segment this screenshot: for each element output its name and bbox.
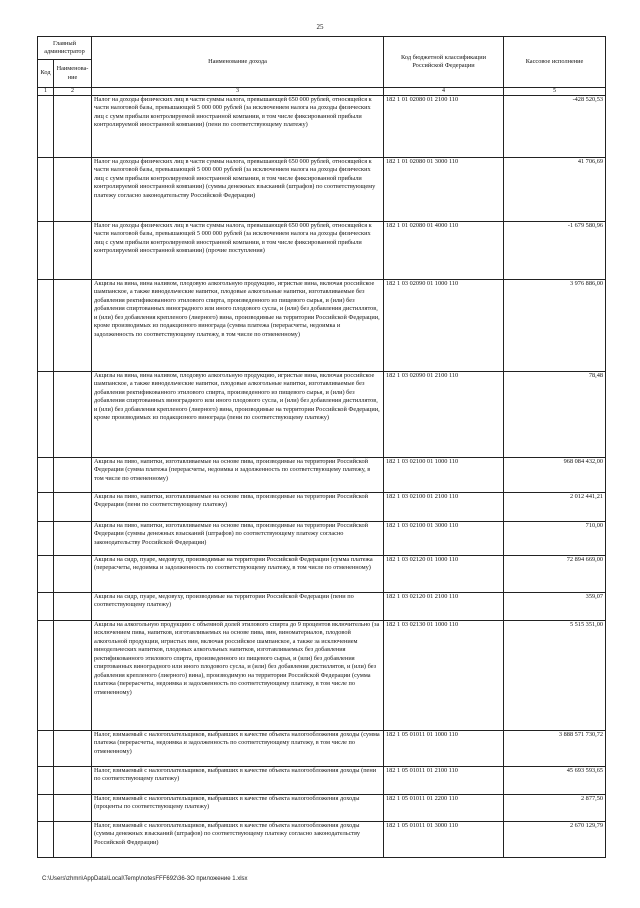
page-number: 25 (316, 23, 324, 31)
admin-name-cell (54, 731, 92, 767)
income-name-cell: Налог, взимаемый с налогоплательщиков, выбравших в качестве объекта налогообложения доходы (суммы денежных взысканий (штрафов) по соответствующему платежу согласно законодательству Российской Федерации) (92, 822, 384, 858)
header-cash-execution: Кассовое исполнение (504, 37, 606, 88)
table-row (38, 222, 606, 280)
table-row (38, 522, 606, 556)
bk-code-cell: 182 1 03 02100 01 1000 110 (384, 458, 504, 493)
amount-cell: 45 693 593,65 (504, 767, 606, 795)
income-name-cell: Акцизы на пиво, напитки, изготавливаемые на основе пива, производимые на территории Российской Федерации (сумма платежа (перерасчеты, недоимка и задолженность по соответствующему платежу, в том числе по отмененному) (92, 458, 384, 493)
admin-name-cell (54, 795, 92, 822)
bk-code-cell: 182 1 05 01011 01 2100 110 (384, 767, 504, 795)
income-name-cell: Налог на доходы физических лиц в части суммы налога, превышающей 650 000 рублей, относящейся к части налоговой базы, превышающей 5 000 000 рублей (за исключением налога на доходы физических лиц с сумм прибыли контролируемой иностранной компании, в том числе фиксированной прибыли контролируемой иностранной компании) (пени по соответствующему платежу) (92, 96, 384, 158)
admin-code-cell (38, 458, 54, 493)
table-row (38, 96, 606, 158)
income-name-cell: Акцизы на пиво, напитки, изготавливаемые на основе пива, производимые на территории Российской Федерации (суммы денежных взысканий (штрафов) по соответствующему платежу согласно законодательству Российской Федерации) (92, 522, 384, 556)
admin-name-cell (54, 767, 92, 795)
bk-code-cell: 182 1 05 01011 01 3000 110 (384, 822, 504, 858)
admin-name-cell (54, 493, 92, 522)
admin-name-cell (54, 96, 92, 158)
bk-code-cell: 182 1 03 02090 01 1000 110 (384, 280, 504, 372)
table-row (38, 621, 606, 731)
table-row (38, 493, 606, 522)
header-admin-code: Код (38, 60, 54, 88)
amount-cell: -428 520,53 (504, 96, 606, 158)
admin-code-cell (38, 621, 54, 731)
amount-cell: 3 976 886,00 (504, 280, 606, 372)
header-admin-name: Наименова-ние (54, 60, 92, 88)
amount-cell: 2 012 441,21 (504, 493, 606, 522)
amount-cell: 710,00 (504, 522, 606, 556)
table-row (38, 372, 606, 458)
income-name-cell: Акцизы на вина, вина наливом, плодовую алкогольную продукцию, игристые вина, включая российское шампанское, а также винодельческие напитки, плодовые алкогольные напитки, изготавливаемые без добавления ректификованного этилового спирта, произведенного из пищевого сырья, и (или) без добавления спиртованных виноградного или иного плодового сусла, и (или) без добавления дистиллятов, и (или) без добавления крепленого (лиерного) вина, производимые на территории Российской Федерации, кроме производимых из подакцизного винограда (сумма платежа (перерасчеты, недоимка и задолженность по соответствующему платежу, в том числе по отмененному) (92, 280, 384, 372)
admin-name-cell (54, 593, 92, 621)
column-number: 1 (38, 88, 54, 96)
bk-code-cell: 182 1 03 02120 01 2100 110 (384, 593, 504, 621)
table-row (38, 767, 606, 795)
amount-cell: 968 084 432,00 (504, 458, 606, 493)
amount-cell: -1 679 580,96 (504, 222, 606, 280)
admin-name-cell (54, 372, 92, 458)
table-row (38, 280, 606, 372)
budget-income-table (37, 36, 606, 858)
bk-code-cell: 182 1 03 02130 01 1000 110 (384, 621, 504, 731)
header-income-name: Наименование дохода (92, 37, 384, 88)
admin-code-cell (38, 767, 54, 795)
bk-code-cell: 182 1 01 02080 01 4000 110 (384, 222, 504, 280)
income-name-cell: Налог, взимаемый с налогоплательщиков, выбравших в качестве объекта налогообложения доходы (сумма платежа (перерасчеты, недоимка и задолженность по соответствующему платежу, в том числе по отмененному) (92, 731, 384, 767)
admin-code-cell (38, 372, 54, 458)
income-name-cell: Акцизы на вина, вина наливом, плодовую алкогольную продукцию, игристые вина, включая российское шампанское, а также винодельческие напитки, плодовые алкогольные напитки, изготавливаемые без добавления ректификованного этилового спирта, произведенного из пищевого сырья, и (или) без добавления спиртованных виноградного или иного плодового сусла, и (или) без добавления дистиллятов, и (или) без добавления крепленого (лиерного) вина, производимые на территории Российской Федерации, кроме производимых из подакцизного винограда (пени по соответствующему платежу) (92, 372, 384, 458)
income-name-cell: Налог, взимаемый с налогоплательщиков, выбравших в качестве объекта налогообложения доходы (пени по соответствующему платежу) (92, 767, 384, 795)
bk-code-cell: 182 1 03 02120 01 1000 110 (384, 556, 504, 593)
bk-code-cell: 182 1 05 01011 01 2200 110 (384, 795, 504, 822)
income-name-cell: Налог на доходы физических лиц в части суммы налога, превышающей 650 000 рублей, относящейся к части налоговой базы, превышающей 5 000 000 рублей (за исключением налога на доходы физических лиц с сумм прибыли контролируемой иностранной компании, в том числе фиксированной прибыли контролируемой иностранной компании) (суммы денежных взысканий (штрафов) по соответствующему платежу согласно законодательству Российской Федерации) (92, 158, 384, 222)
table-row (38, 822, 606, 858)
admin-code-cell (38, 731, 54, 767)
amount-cell: 78,48 (504, 372, 606, 458)
income-name-cell: Акцизы на пиво, напитки, изготавливаемые на основе пива, производимые на территории Российской Федерации (пени по соответствующему платежу) (92, 493, 384, 522)
table-row (38, 795, 606, 822)
admin-code-cell (38, 280, 54, 372)
column-number: 4 (384, 88, 504, 96)
header-admin-group: Главный администратор (38, 37, 92, 60)
table-row (38, 731, 606, 767)
income-name-cell: Налог на доходы физических лиц в части суммы налога, превышающей 650 000 рублей, относящейся к части налоговой базы, превышающей 5 000 000 рублей (за исключением налога на доходы физических лиц с сумм прибыли контролируемой иностранной компании, в том числе фиксированной прибыли контролируемой иностранной компании) (прочие поступления) (92, 222, 384, 280)
income-name-cell: Налог, взимаемый с налогоплательщиков, выбравших в качестве объекта налогообложения доходы (проценты по соответствующему платежу) (92, 795, 384, 822)
admin-code-cell (38, 222, 54, 280)
admin-code-cell (38, 493, 54, 522)
admin-name-cell (54, 458, 92, 493)
income-name-cell: Акцизы на алкогольную продукцию с объемной долей этилового спирта до 9 процентов включительно (за исключением пива, напитков, изготавливаемых на основе пива, вин, виноматериалов, плодовой алкогольной продукции, игристых вин, включая российское шампанское, а также за исключением винодельческих напитков, плодовых алкогольных напитков, изготавливаемых без добавления ректификованного этилового спирта, произведенного из пищевого сырья, и (или) без добавления спиртованных виноградного или иного плодового сусла, и (или) без добавления дистиллятов, и (или) без добавления крепленого (лиерного) вина), производимую на территории Российской Федерации (сумма платежа (перерасчеты, недоимка и задолженность по соответствующему платежу, в том числе по отмененному) (92, 621, 384, 731)
bk-code-cell: 182 1 01 02080 01 2100 110 (384, 96, 504, 158)
admin-name-cell (54, 522, 92, 556)
admin-code-cell (38, 795, 54, 822)
admin-name-cell (54, 222, 92, 280)
amount-cell: 5 515 351,00 (504, 621, 606, 731)
admin-code-cell (38, 822, 54, 858)
amount-cell: 72 894 669,00 (504, 556, 606, 593)
header-bk-code: Код бюджетной классификации Российской Федерации (384, 37, 504, 88)
table-row (38, 158, 606, 222)
admin-code-cell (38, 96, 54, 158)
column-number: 5 (504, 88, 606, 96)
bk-code-cell: 182 1 03 02100 01 3000 110 (384, 522, 504, 556)
column-number: 2 (54, 88, 92, 96)
admin-code-cell (38, 158, 54, 222)
admin-code-cell (38, 593, 54, 621)
table-row (38, 556, 606, 593)
admin-name-cell (54, 280, 92, 372)
amount-cell: 3 888 571 730,72 (504, 731, 606, 767)
header-row-top (38, 37, 606, 60)
bk-code-cell: 182 1 03 02090 01 2100 110 (384, 372, 504, 458)
bk-code-cell: 182 1 01 02080 01 3000 110 (384, 158, 504, 222)
admin-code-cell (38, 556, 54, 593)
amount-cell: 359,07 (504, 593, 606, 621)
income-name-cell: Акцизы на сидр, пуаре, медовуху, производимые на территории Российской Федерации (пени по соответствующему платежу) (92, 593, 384, 621)
income-name-cell: Акцизы на сидр, пуаре, медовуху, производимые на территории Российской Федерации (сумма платежа (перерасчеты, недоимка и задолженность по соответствующему платежу, в том числе по отмененному) (92, 556, 384, 593)
table-row (38, 458, 606, 493)
bk-code-cell: 182 1 05 01011 01 1000 110 (384, 731, 504, 767)
bk-code-cell: 182 1 03 02100 01 2100 110 (384, 493, 504, 522)
footer-file-path: C:\Users\zhmn\AppData\Local\Temp\notesFFF692\36-3О приложение 1.xlsx (42, 876, 248, 882)
table-row (38, 593, 606, 621)
amount-cell: 41 706,69 (504, 158, 606, 222)
amount-cell: 2 877,50 (504, 795, 606, 822)
column-number: 3 (92, 88, 384, 96)
admin-code-cell (38, 522, 54, 556)
admin-name-cell (54, 822, 92, 858)
amount-cell: 2 670 129,79 (504, 822, 606, 858)
admin-name-cell (54, 158, 92, 222)
admin-name-cell (54, 621, 92, 731)
column-number-row (38, 88, 606, 96)
admin-name-cell (54, 556, 92, 593)
